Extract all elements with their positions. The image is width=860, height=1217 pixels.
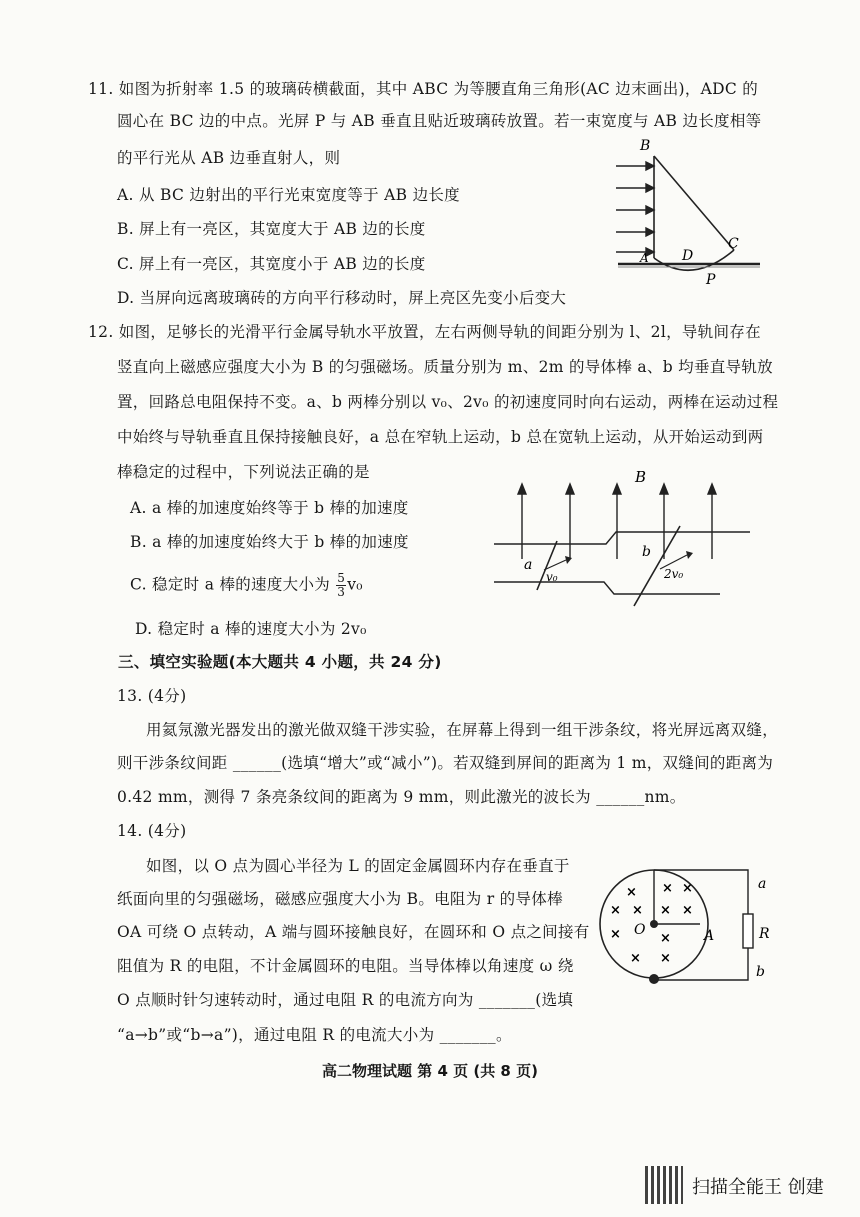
- q14-line4: 阻值为 R 的电阻，不计金属圆环的电阻。当导体棒以角速度 ω 绕: [117, 957, 574, 975]
- q12-option-b: B. a 棒的加速度始终大于 b 棒的加速度: [130, 533, 409, 551]
- field-into-page-mark: ×: [610, 927, 621, 942]
- field-into-page-mark: ×: [682, 903, 693, 918]
- q14-line1: 如图，以 O 点为圆心半径为 L 的固定金属圆环内存在垂直于: [146, 857, 570, 875]
- q13-line2: 则干涉条纹间距 ______(选填“增大”或“减小”)。若双缝到屏间的距离为 1 m，双缝间的距离为: [117, 754, 774, 772]
- q12-option-c-text: C. 稳定时 a 棒的速度大小为: [130, 575, 331, 594]
- field-into-page-mark: ×: [630, 951, 641, 966]
- field-into-page-mark: ×: [632, 903, 643, 918]
- field-into-page-mark: ×: [660, 903, 671, 918]
- q11-option-a: A. 从 BC 边射出的平行光束宽度等于 AB 边长度: [117, 186, 460, 204]
- q11-glass-prism-figure: [612, 138, 772, 288]
- q14-line5: O 点顺时针匀速转动时，通过电阻 R 的电流方向为 _______(选填: [117, 991, 574, 1009]
- section-3-heading: 三、填空实验题(本大题共 4 小题，共 24 分): [118, 653, 442, 671]
- q12-option-c-unit: v₀: [347, 575, 363, 594]
- q12-option-c-fraction: [336, 572, 346, 599]
- q12-label-rod-a: a: [524, 557, 533, 573]
- q11-option-b: B. 屏上有一亮区，其宽度大于 AB 边的长度: [117, 220, 426, 238]
- q14-line2: 纸面向里的匀强磁场，磁感应强度大小为 B。电阻为 r 的导体棒: [117, 890, 563, 908]
- q14-line3: OA 可绕 O 点转动，A 端与圆环接触良好，在圆环和 O 点之间接有: [117, 923, 590, 941]
- q13-heading: 13. (4分): [117, 687, 187, 705]
- q14-label-b: b: [756, 964, 765, 980]
- q12-label-2v0: 2v₀: [664, 567, 684, 581]
- q12-line3: 置，回路总电阻保持不变。a、b 两棒分别以 v₀、2v₀ 的初速度同时向右运动，两棒在运动过程: [117, 393, 779, 411]
- q11-label-d: D: [682, 248, 694, 264]
- field-into-page-mark: ×: [660, 951, 671, 966]
- q14-label-o: O: [634, 922, 646, 938]
- qr-code-icon: [645, 1166, 683, 1204]
- q12-line5: 棒稳定的过程中，下列说法正确的是: [117, 463, 370, 481]
- q13-line3: 0.42 mm，测得 7 条亮条纹间的距离为 9 mm，则此激光的波长为 ______nm。: [117, 788, 686, 806]
- q11-option-c: C. 屏上有一亮区，其宽度小于 AB 边的长度: [117, 255, 426, 273]
- q12-line1: 12. 如图，足够长的光滑平行金属导轨水平放置，左右两侧导轨的间距分别为 l、2l，导轨间存在: [88, 323, 761, 341]
- q12-line2: 竖直向上磁感应强度大小为 B 的匀强磁场。质量分别为 m、2m 的导体棒 a、b 均垂直导轨放: [117, 358, 773, 376]
- q12-line4: 中始终与导轨垂直且保持接触良好，a 总在窄轨上运动，b 总在宽轨上运动，从开始运动到两: [117, 428, 764, 446]
- q11-line1: 11. 如图为折射率 1.5 的玻璃砖横截面，其中 ABC 为等腰直角三角形(AC 边末画出)，ADC 的: [88, 80, 759, 98]
- q14-heading: 14. (4分): [117, 822, 187, 840]
- q12-label-rod-b: b: [642, 544, 651, 560]
- fraction-denominator: 3: [337, 585, 346, 599]
- q14-ring-circuit-figure: [596, 858, 786, 990]
- q11-line3: 的平行光从 AB 边垂直射人，则: [117, 149, 341, 167]
- field-into-page-mark: ×: [662, 881, 673, 896]
- q11-label-a: A: [640, 251, 649, 265]
- q14-label-a-end: A: [704, 928, 715, 944]
- field-into-page-mark: ×: [682, 881, 693, 896]
- page-footer: 高二物理试题 第 4 页 (共 8 页): [322, 1062, 538, 1080]
- q12-rails-figure: [494, 466, 754, 616]
- field-into-page-mark: ×: [626, 885, 637, 900]
- field-into-page-mark: ×: [610, 903, 621, 918]
- q11-label-b: B: [640, 138, 651, 154]
- q12-option-d: D. 稳定时 a 棒的速度大小为 2v₀: [135, 620, 367, 638]
- q12-label-b-field: B: [635, 468, 647, 486]
- q14-line6: “a→b”或“b→a”)，通过电阻 R 的电流大小为 _______。: [117, 1026, 512, 1044]
- q11-label-c: C: [728, 236, 739, 252]
- q12-option-c: [130, 572, 363, 599]
- q14-label-a: a: [758, 876, 767, 892]
- q13-line1: 用氦氖激光器发出的激光做双缝干涉实验，在屏幕上得到一组干涉条纹，将光屏远离双缝，: [146, 721, 779, 739]
- q11-option-d: D. 当屏向远离玻璃砖的方向平行移动时，屏上亮区先变小后变大: [117, 289, 567, 307]
- field-into-page-mark: ×: [660, 931, 671, 946]
- q14-label-r: R: [759, 926, 770, 942]
- scanner-watermark: 扫描全能王 创建: [692, 1177, 824, 1198]
- q11-line2: 圆心在 BC 边的中点。光屏 P 与 AB 垂直且贴近玻璃砖放置。若一束宽度与 AB 边长度相等: [117, 112, 762, 130]
- q11-label-p: P: [706, 272, 716, 288]
- q12-option-a: A. a 棒的加速度始终等于 b 棒的加速度: [130, 499, 409, 517]
- fraction-numerator: 5: [337, 571, 346, 585]
- q12-label-v0: v₀: [546, 570, 558, 584]
